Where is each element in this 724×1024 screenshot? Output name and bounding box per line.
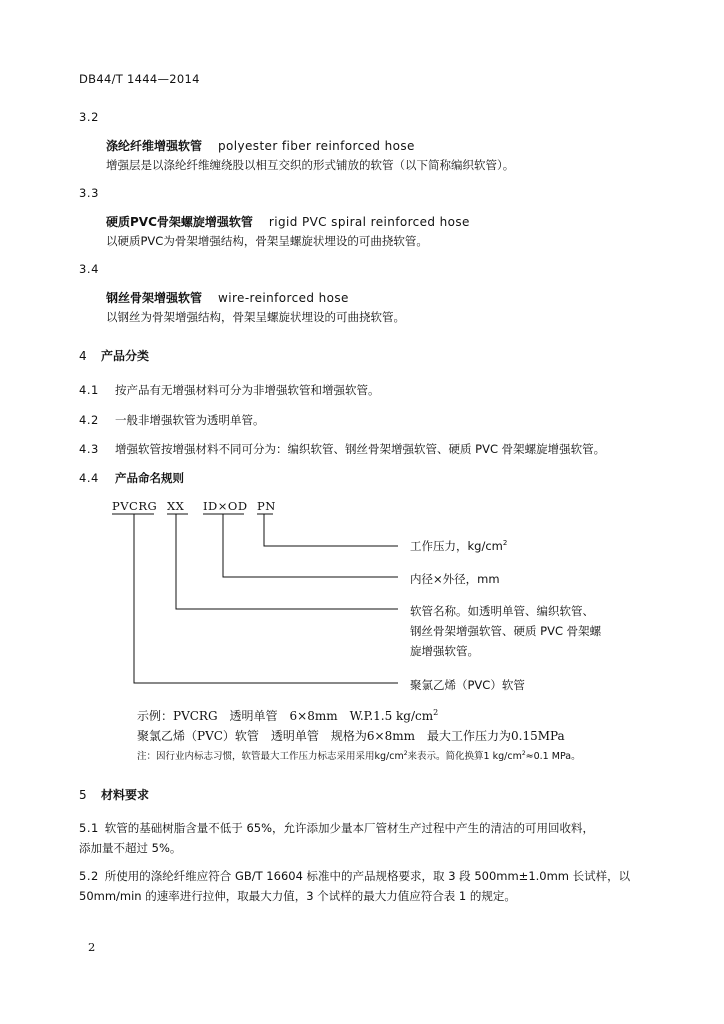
label-pressure-text: 工作压力，kg/cm <box>410 539 503 553</box>
term-definition: 增强层是以涤纶纤维缠绕股以相互交织的形式铺放的软管（以下简称编织软管）。 <box>106 158 515 172</box>
clause-text-line2: 添加量不超过 5%。 <box>79 841 182 855</box>
example-line1-sup: 2 <box>433 708 439 717</box>
example-line1-text: 示例：PVCRG 透明单管 6×8mm W.P.1.5 kg/cm <box>137 709 434 723</box>
term-number: 3.4 <box>79 262 100 276</box>
note-sup: 2 <box>403 749 408 757</box>
code-id-od: ID×OD <box>203 499 248 513</box>
label-pressure-sup: 2 <box>502 539 508 548</box>
clause-text-line1: 软管的基础树脂含量不低于 65%，允许添加少量本厂管材生产过程中产生的清洁的可用回收料， <box>104 821 595 835</box>
note-text-b: 来表示。简化换算1 kg/cm <box>407 751 522 762</box>
label-pressure <box>410 538 507 554</box>
leader-xx <box>176 514 398 609</box>
clause-number: 4.2 <box>79 413 99 427</box>
label-type-line1: 软管名称。如透明单管、编织软管、 <box>410 604 594 618</box>
section-number: 4 <box>79 349 87 363</box>
code-pvcrg: PVCRG <box>112 499 158 513</box>
clause-5-1 <box>79 818 594 858</box>
clause-number: 4.3 <box>79 442 99 456</box>
term-definition: 以硬质PVC为骨架增强结构，骨架呈螺旋状埋设的可曲挠软管。 <box>106 234 428 248</box>
clause-text: 按产品有无增强材料可分为非增强软管和增强软管。 <box>115 383 380 397</box>
term-zh: 涤纶纤维增强软管 <box>106 139 203 153</box>
section-number: 5 <box>79 788 87 802</box>
clause-text-line1: 所使用的涤纶纤维应符合 GB/T 16604 标准中的产品规格要求，取 3 段 500mm±1.0mm 长试样，以 <box>104 869 631 883</box>
term-en: polyester fiber reinforced hose <box>218 139 415 153</box>
label-type-line2: 钢丝骨架增强软管、硬质 PVC 骨架螺 <box>410 624 602 638</box>
clause-number: 4.1 <box>79 383 99 397</box>
clause-title: 产品命名规则 <box>115 471 184 485</box>
leader-pvcrg <box>134 514 398 683</box>
note <box>137 748 581 762</box>
page-number: 2 <box>88 940 96 954</box>
term-zh: 硬质PVC骨架螺旋增强软管 <box>106 215 253 229</box>
clause-number: 4.4 <box>79 471 99 485</box>
term-number: 3.3 <box>79 186 100 200</box>
section-heading <box>79 786 149 803</box>
leader-pn <box>264 514 398 546</box>
clause-number: 5.2 <box>79 869 99 883</box>
label-type-line3: 旋增强软管。 <box>410 644 479 658</box>
clause-text-line2: 50mm/min 的速率进行拉伸，取最大力值，3 个试样的最大力值应符合表 1 的规定。 <box>79 889 516 903</box>
example-line2: 聚氯乙烯（PVC）软管 透明单管 规格为6×8mm 最大工作压力为0.15MPa <box>137 729 565 743</box>
label-material: 聚氯乙烯（PVC）软管 <box>410 678 525 692</box>
note-text-c: ≈0.1 MPa。 <box>525 751 581 762</box>
standard-id: DB44/T 1444—2014 <box>79 72 200 86</box>
term-definition: 以钢丝为骨架增强结构，骨架呈螺旋状埋设的可曲挠软管。 <box>106 310 405 324</box>
clause-text: 增强软管按增强材料不同可分为：编织软管、钢丝骨架增强软管、硬质 PVC 骨架螺旋增强软管。 <box>115 442 606 456</box>
label-diameter: 内径×外径，mm <box>410 572 500 586</box>
section-title: 产品分类 <box>101 349 150 363</box>
note-text-a: 注：因行业内标志习惯，软管最大工作压力标志采用采用kg/cm <box>137 751 404 762</box>
clause-5-2 <box>79 866 630 906</box>
clause-text: 一般非增强软管为透明单管。 <box>115 413 265 427</box>
code-pn: PN <box>257 499 276 513</box>
section-title: 材料要求 <box>101 788 150 802</box>
clause-number: 5.1 <box>79 821 99 835</box>
example-line1 <box>137 707 438 724</box>
term-en: rigid PVC spiral reinforced hose <box>268 215 470 229</box>
code-xx: XX <box>167 499 185 513</box>
note-sup-2: 2 <box>521 749 526 757</box>
term-number: 3.2 <box>79 110 100 124</box>
term-zh: 钢丝骨架增强软管 <box>106 291 203 305</box>
term-en: wire-reinforced hose <box>218 291 349 305</box>
